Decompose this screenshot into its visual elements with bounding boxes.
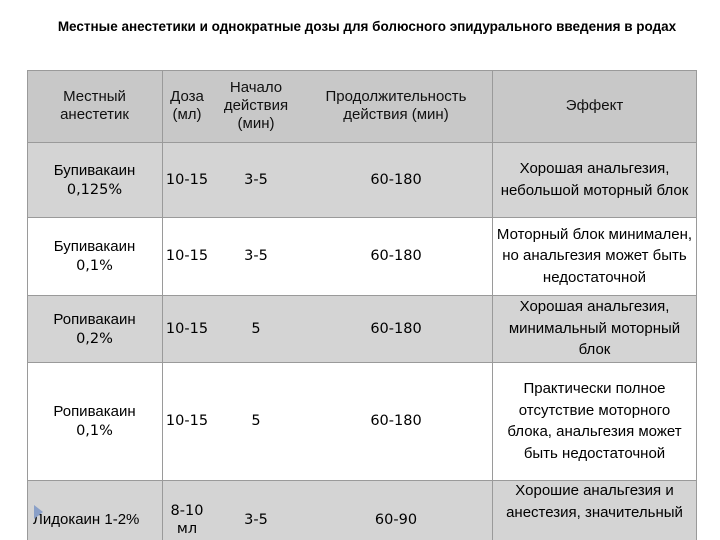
- table-row-4-duration: 60-180: [370, 413, 422, 429]
- grid-line: [27, 70, 28, 540]
- table-row-4-effect: Практически полное отсутствие моторного блока, анальгезия может быть недостаточной: [507, 380, 682, 462]
- table-row-3-onset: 5: [251, 320, 261, 337]
- table-row-1-onset: 3-5: [244, 171, 268, 188]
- table-row-2-effect: Моторный блок минимален, но анальгезия может быть недостаточной: [496, 225, 693, 286]
- table-row-4-onset: 5: [251, 413, 261, 429]
- table-row-2-duration: 60-180: [370, 248, 422, 264]
- grid-line: [492, 70, 493, 540]
- play-arrow-icon[interactable]: [34, 505, 43, 519]
- anesthetic-concentration: 0,125%: [66, 181, 123, 198]
- table-row-2-onset: 3-5: [244, 248, 268, 264]
- anesthetics-table: [27, 70, 697, 540]
- table-row-4-dose: 10-15: [165, 413, 209, 429]
- header-dose: Доза (мл): [162, 70, 212, 142]
- anesthetic-name: Ропивакаин: [53, 403, 136, 420]
- table-row-3-anesthetic: [27, 295, 162, 362]
- anesthetic-concentration: 0,1%: [76, 258, 113, 274]
- anesthetic-name: Бупивакаин: [53, 238, 136, 255]
- anesthetic-name: Бупивакаин: [53, 161, 136, 179]
- table-row-3-dose: 10-15: [165, 320, 209, 337]
- anesthetic-concentration: 0,2%: [76, 330, 113, 347]
- table-row-5-effect: Хорошие анальгезия и анестезия, значительный: [506, 482, 683, 521]
- anesthetic-name: Ропивакаин: [53, 310, 136, 328]
- grid-line: [27, 362, 697, 363]
- header-anesthetic: Местный анестетик: [27, 70, 162, 142]
- table-row-3-duration: 60-180: [370, 320, 422, 337]
- grid-line: [162, 70, 163, 540]
- grid-line: [27, 295, 697, 296]
- grid-line: [696, 70, 697, 540]
- grid-line: [27, 480, 697, 481]
- header-duration: Продолжительность действия (мин): [300, 70, 492, 142]
- header-effect: Эффект: [492, 70, 697, 142]
- table-row-5-onset: 3-5: [244, 512, 268, 528]
- table-row-1-anesthetic: [27, 142, 162, 217]
- grid-line: [27, 70, 697, 71]
- table-row-1-effect: Хорошая анальгезия, небольшой моторный блок: [500, 160, 689, 199]
- grid-line: [27, 142, 697, 143]
- page-title: Местные анестетики и однократные дозы для болюсного эпидурального введения в родах: [57, 19, 677, 34]
- table-row-1-dose: 10-15: [165, 171, 209, 188]
- table-row-3-effect: Хорошая анальгезия, минимальный моторный блок: [508, 298, 681, 359]
- table-row-5-anesthetic: Лидокаин 1-2%: [33, 511, 140, 528]
- table-row-5-duration: 60-90: [374, 512, 418, 528]
- anesthetic-concentration: 0,1%: [76, 423, 113, 439]
- table-row-2-dose: 10-15: [165, 248, 209, 264]
- header-onset: Начало действия (мин): [212, 70, 300, 142]
- table-row-4-anesthetic: [27, 362, 162, 480]
- table-row-1-duration: 60-180: [370, 171, 422, 188]
- table-row-5-dose: 8-10 мл: [170, 503, 204, 537]
- table-row-2-anesthetic: [27, 217, 162, 295]
- grid-line: [27, 217, 697, 218]
